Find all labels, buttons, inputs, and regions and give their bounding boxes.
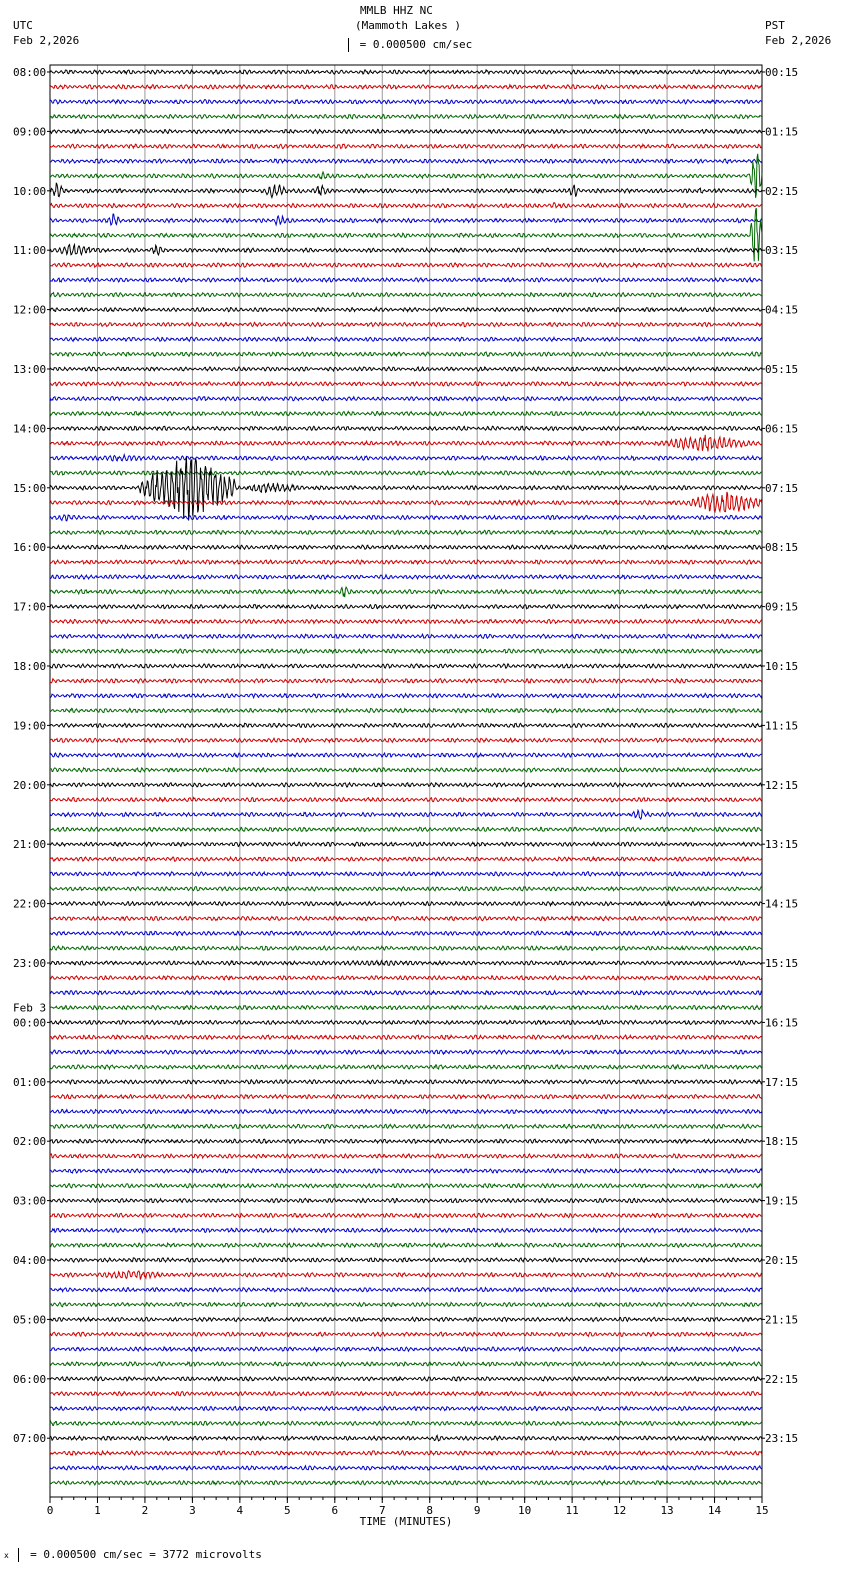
- seismic-trace: [50, 214, 762, 225]
- seismic-trace: [50, 1109, 762, 1113]
- utc-hour-label: 21:00: [13, 838, 47, 852]
- pst-hour-label: 19:15: [765, 1194, 799, 1208]
- seismic-trace: [50, 1332, 762, 1336]
- seismic-trace: [50, 1466, 762, 1470]
- seismic-trace: [50, 916, 762, 920]
- x-tick-label: 15: [755, 1504, 769, 1517]
- seismic-trace: [50, 397, 762, 401]
- seismic-trace: [50, 1243, 762, 1247]
- seismic-trace: [50, 560, 762, 564]
- pst-hour-label: 22:15: [765, 1372, 799, 1386]
- seismic-trace: [50, 649, 762, 653]
- utc-hour-label: 22:00: [13, 897, 47, 911]
- seismic-trace: [50, 723, 762, 727]
- utc-hour-label: 18:00: [13, 660, 47, 673]
- x-tick-label: 8: [426, 1504, 434, 1517]
- seismic-trace: [50, 664, 762, 668]
- pst-hour-label: 13:15: [765, 838, 799, 852]
- footer-scale-bar-icon: [18, 1548, 23, 1562]
- pst-hour-label: 23:15: [765, 1432, 799, 1446]
- seismic-trace: [50, 738, 762, 742]
- seismic-trace: [50, 159, 762, 163]
- left-date: Feb 2,2026: [13, 34, 80, 47]
- seismic-trace: [50, 946, 762, 950]
- x-tick-label: 0: [46, 1504, 54, 1517]
- pst-hour-label: 18:15: [765, 1135, 799, 1149]
- seismic-trace: [50, 810, 762, 819]
- utc-hour-label: 09:00: [13, 125, 47, 139]
- x-tick-label: 14: [707, 1504, 722, 1517]
- x-tick-label: 9: [473, 1504, 481, 1517]
- right-date: Feb 2,2026: [765, 34, 832, 47]
- pst-hour-label: 08:15: [765, 541, 799, 555]
- pst-hour-label: 05:15: [765, 363, 799, 376]
- x-tick-label: 6: [331, 1504, 339, 1517]
- pst-hour-label: 17:15: [765, 1075, 799, 1089]
- seismic-trace: [50, 798, 762, 802]
- seismic-trace: [50, 1302, 762, 1306]
- seismic-trace: [50, 1481, 762, 1485]
- seismic-trace: [50, 293, 762, 297]
- seismic-trace: [50, 1288, 762, 1292]
- seismic-trace: [50, 1184, 762, 1188]
- seismic-trace: [50, 515, 762, 521]
- seismic-trace: [50, 931, 762, 935]
- utc-hour-label: 02:00: [13, 1135, 47, 1149]
- x-tick-label: 3: [189, 1504, 196, 1517]
- pst-hour-label: 21:15: [765, 1313, 799, 1327]
- seismic-trace: [50, 976, 762, 980]
- seismic-trace: [50, 245, 762, 255]
- pst-hour-label: 00:15: [765, 66, 799, 79]
- seismic-trace: [50, 901, 762, 905]
- seismic-trace: [50, 887, 762, 891]
- station-location: (Mammoth Lakes ): [355, 19, 461, 32]
- seismic-trace: [50, 208, 762, 261]
- footer-scale-text: = 0.000500 cm/sec = 3772 microvolts: [30, 1548, 262, 1561]
- seismic-trace: [50, 100, 762, 104]
- seismic-trace: [50, 70, 762, 74]
- pst-hour-label: 14:15: [765, 897, 799, 911]
- utc-hour-label: 11:00: [13, 244, 47, 258]
- seismic-trace: [50, 129, 762, 133]
- seismic-trace: [50, 827, 762, 831]
- pst-hour-label: 07:15: [765, 481, 799, 495]
- pst-hour-label: 11:15: [765, 719, 799, 733]
- seismic-trace: [50, 322, 762, 326]
- pst-hour-label: 20:15: [765, 1254, 799, 1267]
- utc-hour-label: 08:00: [13, 66, 47, 79]
- x-tick-label: 2: [141, 1504, 149, 1517]
- seismic-trace: [50, 278, 762, 282]
- seismic-trace: [50, 708, 762, 712]
- seismic-trace: [50, 144, 762, 148]
- seismic-trace: [50, 1317, 762, 1321]
- seismic-trace: [50, 382, 762, 386]
- utc-hour-label: 23:00: [13, 957, 47, 970]
- x-tick-label: 5: [284, 1504, 291, 1517]
- utc-hour-label: 14:00: [13, 422, 47, 436]
- x-tick-label: 12: [612, 1504, 627, 1517]
- seismic-trace: [50, 679, 762, 683]
- x-tick-label: 11: [565, 1504, 579, 1517]
- seismic-trace: [50, 1406, 762, 1410]
- utc-hour-label: 16:00: [13, 541, 47, 555]
- seismic-trace: [50, 991, 762, 995]
- footer-corner-mark: x: [4, 1551, 9, 1560]
- pst-hour-label: 02:15: [765, 184, 799, 198]
- seismic-trace: [50, 1421, 762, 1425]
- seismic-trace: [50, 263, 762, 267]
- utc-hour-label: 15:00: [13, 481, 47, 495]
- x-tick-label: 7: [378, 1504, 386, 1517]
- seismic-trace: [50, 492, 762, 512]
- seismic-trace: [50, 768, 762, 772]
- seismic-trace: [50, 783, 762, 787]
- seismic-trace: [50, 367, 762, 371]
- utc-hour-label: 05:00: [13, 1313, 47, 1327]
- pst-hour-label: 16:15: [765, 1016, 799, 1030]
- seismic-trace: [50, 575, 762, 579]
- seismic-trace: [50, 1050, 762, 1054]
- seismic-trace: [50, 352, 762, 356]
- seismic-trace: [50, 694, 762, 698]
- seismic-trace: [50, 1139, 762, 1143]
- seismic-trace: [50, 587, 762, 597]
- seismic-trace: [50, 308, 762, 312]
- seismic-trace: [50, 1271, 762, 1279]
- seismic-trace: [50, 530, 762, 534]
- utc-hour-label: 06:00: [13, 1372, 47, 1386]
- right-timezone: PST: [765, 19, 785, 32]
- utc-hour-label: 07:00: [13, 1432, 47, 1446]
- seismic-trace: [50, 1392, 762, 1396]
- utc-hour-label: 12:00: [13, 303, 47, 317]
- seismic-trace: [50, 1080, 762, 1084]
- utc-hour-label: 01:00: [13, 1075, 47, 1089]
- seismic-trace: [50, 1435, 762, 1441]
- x-tick-label: 10: [518, 1504, 532, 1517]
- utc-hour-label: 10:00: [13, 184, 47, 198]
- seismic-trace: [50, 1377, 762, 1381]
- utc-hour-label: 00:00: [13, 1016, 47, 1030]
- pst-hour-label: 15:15: [765, 957, 799, 970]
- seismic-trace: [50, 634, 762, 638]
- utc-hour-label: 17:00: [13, 600, 47, 614]
- seismic-trace: [50, 183, 762, 198]
- seismic-trace: [50, 961, 762, 966]
- seismic-trace: [50, 411, 762, 415]
- left-timezone: UTC: [13, 19, 33, 32]
- seismic-trace: [50, 457, 762, 521]
- seismic-trace: [50, 203, 762, 208]
- seismic-trace: [50, 842, 762, 846]
- seismic-trace: [50, 435, 762, 452]
- x-tick-label: 4: [236, 1504, 244, 1517]
- pst-hour-label: 06:15: [765, 422, 799, 436]
- seismic-trace: [50, 872, 762, 876]
- x-axis-label: TIME (MINUTES): [359, 1515, 453, 1528]
- seismic-trace: [50, 1035, 762, 1039]
- seismic-trace: [50, 1258, 762, 1262]
- seismic-trace: [50, 1006, 762, 1010]
- scale-text: = 0.000500 cm/sec: [359, 38, 473, 51]
- pst-hour-label: 12:15: [765, 778, 799, 792]
- seismic-trace: [50, 857, 762, 861]
- seismic-trace: [50, 605, 762, 609]
- pst-hour-label: 10:15: [765, 660, 799, 673]
- seismic-trace: [50, 1228, 762, 1232]
- station-title: MMLB HHZ NC: [360, 4, 433, 17]
- date-change-label: Feb 3: [13, 1001, 47, 1015]
- utc-hour-label: 03:00: [13, 1194, 47, 1208]
- seismic-trace: [50, 619, 762, 623]
- seismic-trace: [50, 1095, 762, 1099]
- seismic-trace: [50, 1124, 762, 1128]
- utc-hour-label: 04:00: [13, 1254, 47, 1267]
- x-tick-label: 1: [94, 1504, 101, 1517]
- seismic-trace: [50, 1347, 762, 1351]
- footer-scale: [4, 1548, 262, 1562]
- seismic-trace: [50, 1198, 762, 1202]
- seismic-trace: [50, 1020, 762, 1024]
- seismic-trace: [50, 1451, 762, 1455]
- pst-hour-label: 09:15: [765, 600, 799, 614]
- seismic-trace: [50, 1362, 762, 1366]
- seismic-trace: [50, 753, 762, 757]
- seismic-trace: [50, 1065, 762, 1069]
- x-tick-label: 13: [660, 1504, 674, 1517]
- seismic-trace: [50, 426, 762, 430]
- seismic-trace: [50, 1154, 762, 1158]
- utc-hour-label: 20:00: [13, 778, 47, 792]
- seismic-trace: [50, 85, 762, 89]
- pst-hour-label: 01:15: [765, 125, 799, 139]
- utc-hour-label: 13:00: [13, 363, 47, 376]
- seismic-trace: [50, 114, 762, 118]
- seismic-trace: [50, 545, 762, 549]
- pst-hour-label: 03:15: [765, 244, 799, 258]
- seismic-trace: [50, 337, 762, 341]
- pst-hour-label: 04:15: [765, 303, 799, 317]
- seismic-trace: [50, 1169, 762, 1173]
- seismic-trace: [50, 1213, 762, 1217]
- utc-hour-label: 19:00: [13, 719, 47, 733]
- seismic-trace: [50, 455, 762, 461]
